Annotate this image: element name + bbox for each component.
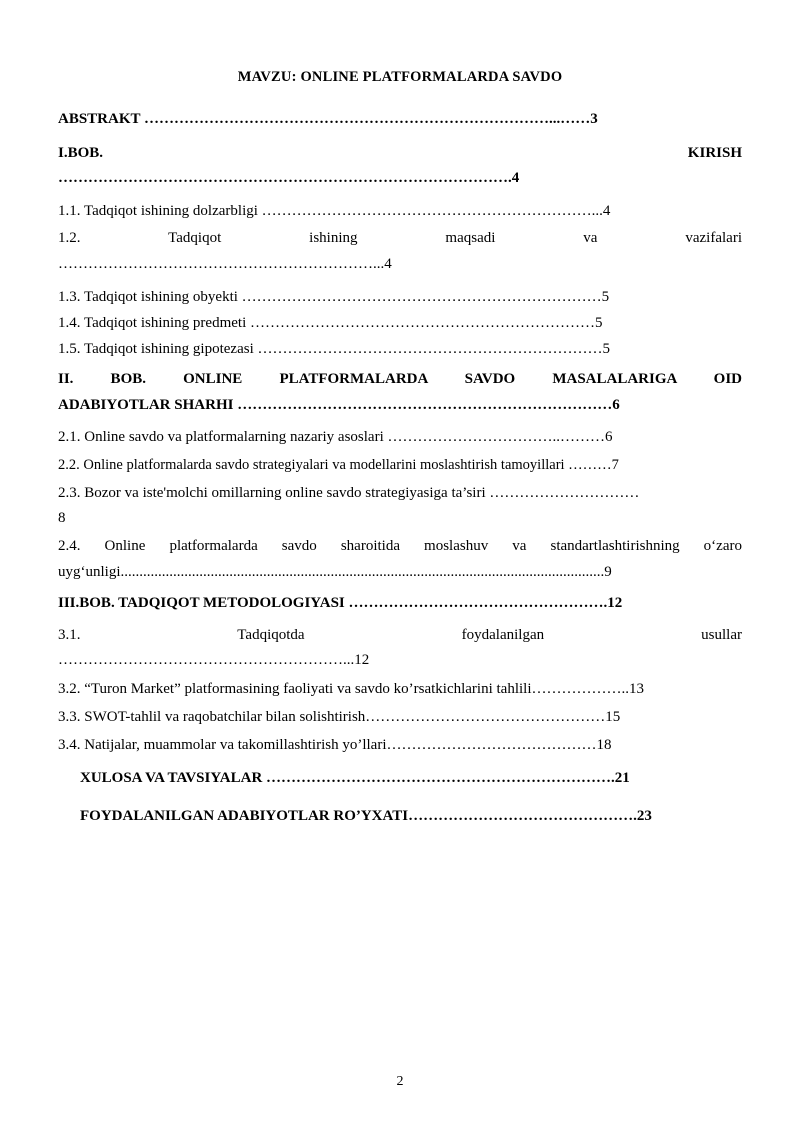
toc-entry-3-1[interactable]: 3.1. Tadqiqotda foydalanilgan usullar <box>58 627 742 644</box>
toc-entry-1-4[interactable]: 1.4. Tadqiqot ishining predmeti ……………………………………………………………5 <box>58 315 603 332</box>
toc-entry-xulosa[interactable]: XULOSA VA TAVSIYALAR …………………………………………………………….21 <box>80 770 630 787</box>
page-number: 2 <box>396 1074 404 1090</box>
toc-entry-bob1-kirish[interactable]: I.BOB. KIRISH <box>58 144 742 161</box>
toc-entry-2-4-continued[interactable]: uyg‘unligi.................................................................................................................................9 <box>58 563 612 580</box>
toc-entry-bob2-title-line2[interactable]: ADABIYOTLAR SHARHI …………………………………………………………………6 <box>58 396 620 413</box>
toc-entry-1-3[interactable]: 1.3. Tadqiqot ishining obyekti ………………………………………………………………5 <box>58 288 610 305</box>
toc-entry-2-3[interactable]: 2.3. Bozor va iste'molchi omillarning online savdo strategiyasiga ta’siri ………………………… <box>58 484 640 501</box>
toc-entry-bob2-title[interactable]: II. BOB. ONLINE PLATFORMALARDA SAVDO MASALALARIGA OID <box>58 370 742 387</box>
toc-entry-1-2[interactable]: 1.2. Tadqiqot ishining maqsadi va vazifalari <box>58 230 742 247</box>
toc-entry-bob3-title[interactable]: III.BOB. TADQIQOT METODOLOGIYASI …………………………………………….12 <box>58 594 623 611</box>
toc-entry-2-1[interactable]: 2.1. Online savdo va platformalarning nazariy asoslari ……………………………..………6 <box>58 429 613 446</box>
toc-entry-abstrakt[interactable]: ABSTRAKT ………………………………………………………………………...……3 <box>58 111 598 128</box>
toc-entry-adabiyotlar[interactable]: FOYDALANILGAN ADABIYOTLAR RO’YXATI……………………………………….23 <box>80 807 652 824</box>
toc-entry-2-4[interactable]: 2.4. Online platformalarda savdo sharoitida moslashuv va standartlashtirishning o‘zaro <box>58 538 742 555</box>
toc-entry-2-3-continued[interactable]: 8 <box>58 510 66 527</box>
toc-entry-2-2[interactable]: 2.2. Online platformalarda savdo strategiyalari va modellarini moslashtirish tamoyillari ………7 <box>58 457 619 474</box>
toc-entry-1-2-leaders[interactable]: ………………………………………………………...4 <box>58 255 392 272</box>
toc-entry-1-5[interactable]: 1.5. Tadqiqot ishining gipotezasi ……………………………………………………………5 <box>58 341 610 358</box>
toc-entry-3-3[interactable]: 3.3. SWOT-tahlil va raqobatchilar bilan solishtirish…………………………………………15 <box>58 708 621 725</box>
toc-entry-3-2[interactable]: 3.2. “Turon Market” platformasining faoliyati va savdo ko’rsatkichlarini tahlili………………..13 <box>58 680 645 697</box>
toc-entry-3-1-continued[interactable]: …………………………………………………...12 <box>58 652 370 669</box>
toc-entry-bob1-kirish-leaders[interactable]: ……………………………………………………………………………….4 <box>58 169 520 186</box>
page-title: MAVZU: ONLINE PLATFORMALARDA SAVDO <box>237 69 563 85</box>
toc-entry-3-4[interactable]: 3.4. Natijalar, muammolar va takomillashtirish yo’llari……………………………………18 <box>58 737 612 754</box>
toc-entry-1-1[interactable]: 1.1. Tadqiqot ishining dolzarbligi …………………………………………………………...4 <box>58 203 611 220</box>
table-of-contents <box>58 108 742 827</box>
